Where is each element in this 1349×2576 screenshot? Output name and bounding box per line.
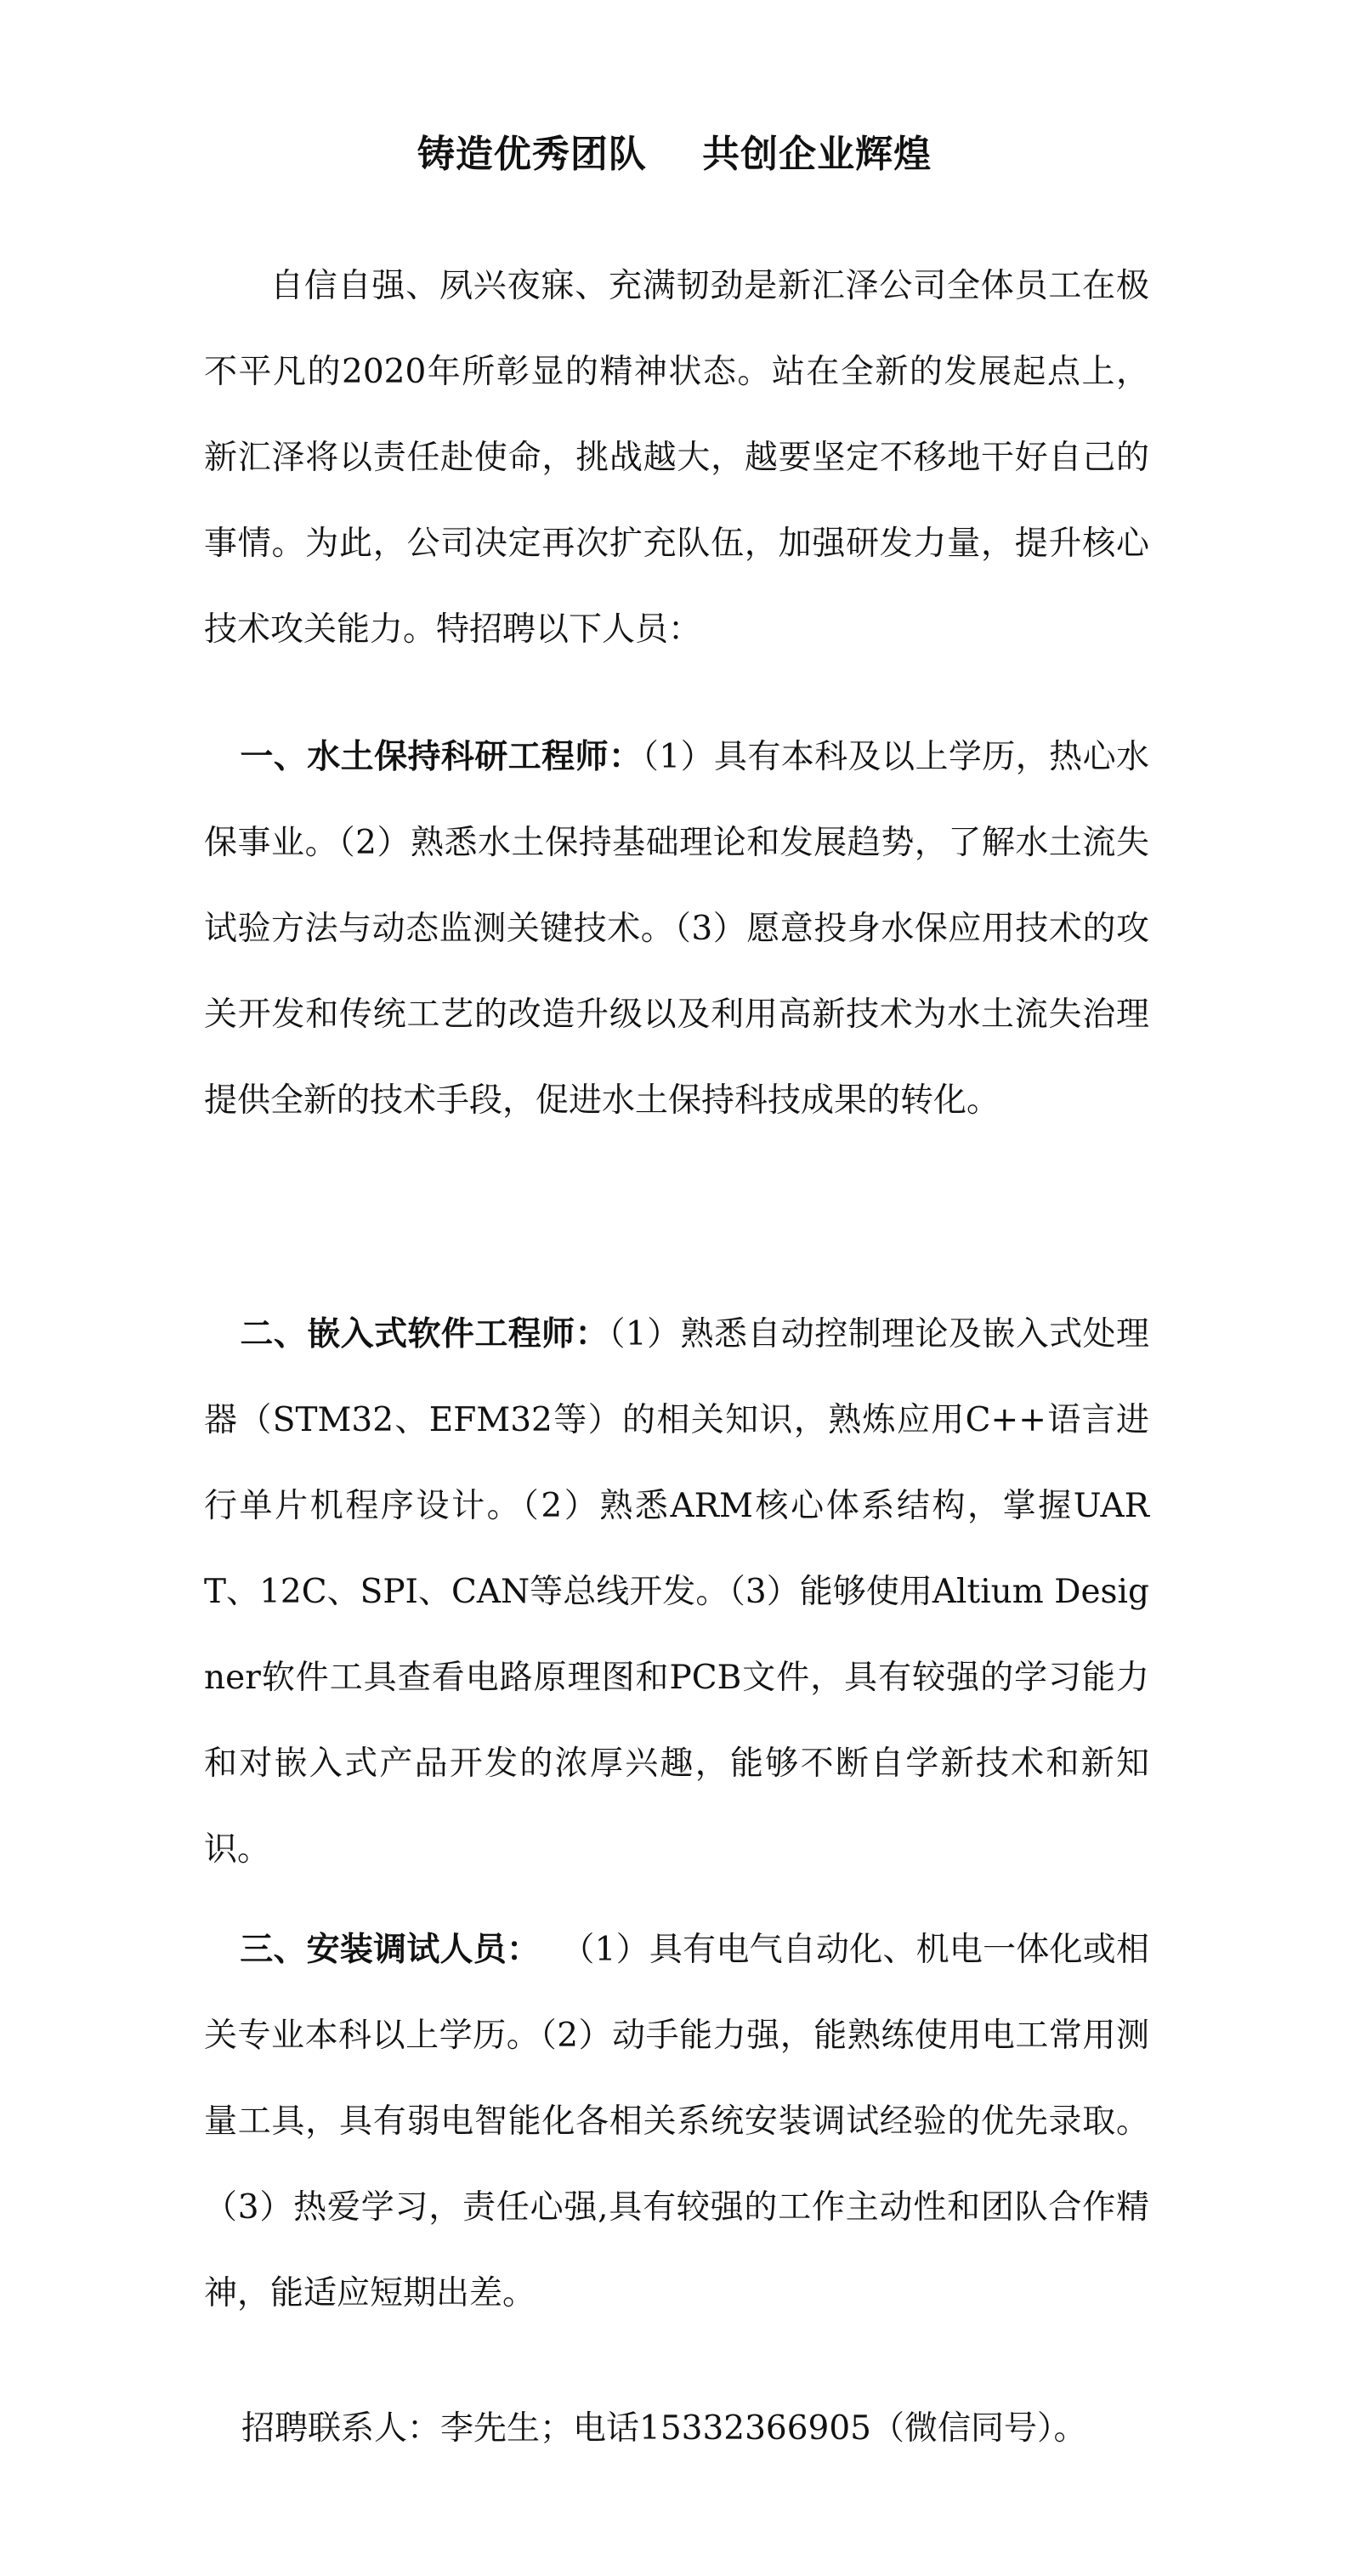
section-embedded-software-engineer	[204, 1291, 1149, 1892]
section-heading: 二、嵌入式软件工程师：	[240, 1315, 609, 1353]
intro-paragraph: 自信自强、夙兴夜寐、充满韧劲是新汇泽公司全体员工在极不平凡的2020年所彰显的精神状态。站在全新的发展起点上，新汇泽将以责任赴使命，挑战越大，越要坚定不移地干好自己的事情。为此，公司决定再次扩充队伍，加强研发力量，提升核心技术攻关能力。特招聘以下人员：	[204, 267, 1149, 649]
section-soil-conservation-engineer	[204, 714, 1149, 1143]
document-title: 铸造优秀团队 共创企业辉煌	[417, 133, 932, 176]
recruitment-contact: 招聘联系人：李先生；电话15332366905（微信同号）。	[241, 2409, 1087, 2448]
section-body: （1）具有本科及以上学历，热心水保事业。（2）熟悉水土保持基础理论和发展趋势，了解水土流失试验方法与动态监测关键技术。（3）愿意投身水保应用技术的攻关开发和传统工艺的改造升级以及利用高新技术为水土流失治理提供全新的技术手段，促进水土保持科技成果的转化。	[204, 738, 1149, 1120]
section-heading: 一、水土保持科研工程师：	[240, 738, 643, 776]
section-body: （1）熟悉自动控制理论及嵌入式处理器（STM32、EFM32等）的相关知识，熟炼应用C++语言进行单片机程序设计。（2）熟悉ARM核心体系结构，掌握UART、12C、SPI、CAN等总线开发。（3）能够使用Altium Designer软件工具查看电路原理图和PCB文件，具有较强的学习能力和对嵌入式产品开发的浓厚兴趣，能够不断自学新技术和新知识。	[204, 1315, 1149, 1869]
section-installation-debugging-staff	[204, 1907, 1149, 2336]
section-body: （1）具有电气自动化、机电一体化或相关专业本科以上学历。（2）动手能力强，能熟练使用电工常用测量工具，具有弱电智能化各相关系统安装调试经验的优先录取。（3）热爱学习，责任心强,具有较强的工作主动性和团队合作精神，能适应短期出差。	[204, 1931, 1149, 2312]
section-heading: 三、安装调试人员：	[240, 1931, 541, 1969]
